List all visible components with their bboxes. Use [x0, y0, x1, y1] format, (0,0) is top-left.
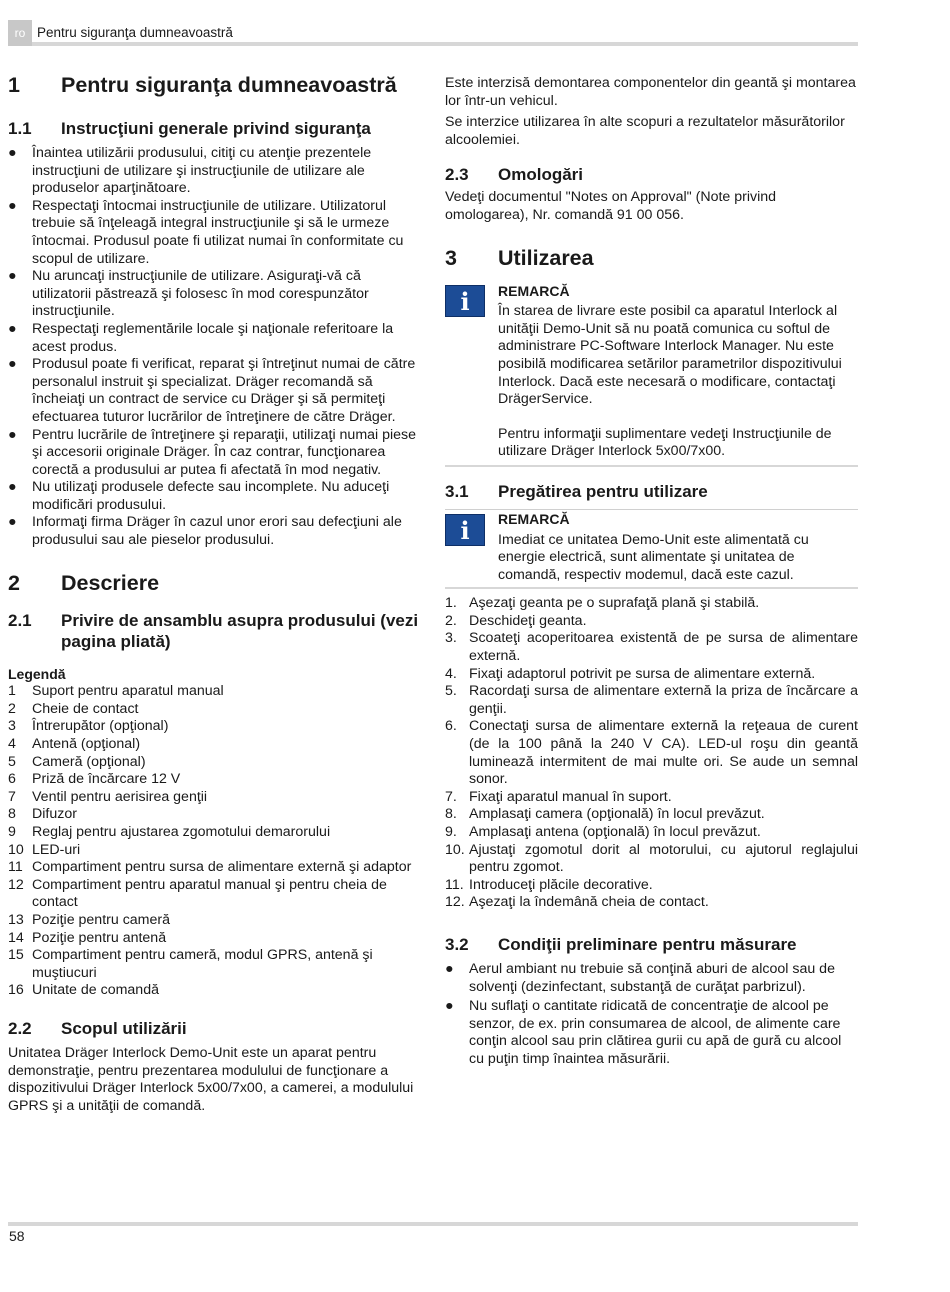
legend-item: 6 Priză de încărcare 12 V — [8, 771, 181, 788]
legend-item: 2 Cheie de contact — [8, 700, 139, 717]
note-text: În starea de livrare este posibil ca aparatul Interlock al unităţii Demo-Unit să nu poată comunica cu softul de administrare PC-Software Interlock Manager. Nu este posibilă modificarea setărilor parametrilor dispozitivului Interlock. Dacă este necesară o modificare, contactaţi DrägerService. — [498, 303, 842, 408]
list-item: 9. Amplasaţi antena (opţională) în locul prevăzut. — [445, 824, 761, 840]
section-2-heading: 2 Descriere — [8, 570, 160, 595]
legend-item: 3 Întrerupător (opţional) — [8, 718, 169, 735]
legend-item: 15 Compartiment pentru cameră, modul GPRS, antenă şi muştiucuri — [8, 947, 373, 981]
header-rule — [32, 42, 858, 46]
list-item: 4. Fixaţi adaptorul potrivit pe sursa de alimentare externă. — [445, 665, 816, 682]
approval-text: Vedeţi documentul "Notes on Approval" (Note privind omologarea), Nr. comandă 91 00 056. — [445, 189, 777, 223]
legend-item: 7 Ventil pentru aerisirea genţii — [8, 788, 208, 805]
legend-item: 16 Unitate de comandă — [8, 982, 159, 999]
list-item: 10. Ajustaţi zgomotul dorit al motorului, cu ajutorul reglajului pentru zgomot. — [445, 841, 858, 876]
prohibition-text-2: Se interzice utilizarea în alte scopuri a rezultatelor măsurătorilor alcoolemiei. — [445, 114, 845, 148]
list-item: ● Respectaţi întocmai instrucţiunile de utilizare. Utilizatorul trebuie să înţeleagă integral instrucţiunile şi să le urmeze întocmai. Produsul poate fi utilizat numai în conformitate cu scopul de utilizare. — [8, 197, 404, 267]
bullet-icon: ● — [8, 426, 17, 443]
section-2-3-heading: 2.3 Omologări — [445, 165, 584, 185]
list-item: 12. Aşezaţi la îndemână cheia de contact. — [445, 894, 709, 911]
bullet-icon: ● — [8, 197, 17, 214]
list-item: 6. Conectaţi sursa de alimentare externă la reţeaua de curent (de la 100 până la 240 V CA). LED-ul roşu din geantă luminează intermitent de mai multe ori. Se aude un semnal sonor. — [445, 718, 858, 788]
note-text: Pentru informaţii suplimentare vedeţi Instrucţiunile de utilizare Dräger Interlock 5x00/7x00. — [498, 425, 832, 460]
legend-item: 4 Antenă (opţional) — [8, 736, 141, 753]
preparation-steps — [445, 595, 858, 912]
info-icon: i — [445, 285, 485, 317]
section-2-1-heading: 2.1 Privire de ansamblu asupra produsului (vezi pagina pliată) — [8, 610, 419, 651]
left-column — [8, 72, 420, 1115]
legend-item: 12 Compartiment pentru aparatul manual şi pentru cheia de contact — [8, 876, 387, 911]
legend-item: 5 Cameră (opţional) — [8, 753, 146, 770]
legend-list — [8, 683, 420, 1000]
note-text: Imediat ce unitatea Demo-Unit este alimentată cu energie electrică, sunt alimentate şi unitatea de comandă, respectiv modemul, dacă este cazul. — [498, 531, 809, 583]
list-item: ● Pentru lucrările de întreţinere şi reparaţii, utilizaţi numai piese şi accesorii originale Dräger. În caz contrar, funcţionarea corectă a produsului ar putea fi afectată în mod negativ. — [8, 426, 417, 478]
safety-instructions-list — [8, 145, 420, 550]
page-number: 58 — [9, 1228, 25, 1244]
legend-item: 8 Difuzor — [8, 806, 77, 823]
list-item: ● Înaintea utilizării produsului, citiţi cu atenţie prezentele instrucţiuni de utilizare şi instrucţiunile de utilizare ale produselor aparţinătoare. — [8, 145, 372, 197]
list-item: ● Nu utilizaţi produsele defecte sau incomplete. Nu aduceţi modificări produsului. — [8, 479, 390, 513]
legend-item: 14 Poziţie pentru antenă — [8, 929, 167, 946]
section-1-1-heading: 1.1 Instrucţiuni generale privind siguranţa — [8, 119, 371, 138]
bullet-icon: ● — [8, 479, 17, 496]
note-label: REMARCĂ — [498, 282, 570, 299]
language-tag: ro — [8, 20, 32, 46]
legend-item: 9 Reglaj pentru ajustarea zgomotului demarorului — [8, 824, 331, 840]
list-item: ● Informaţi firma Dräger în cazul unor erori sau defecţiuni ale produsului sau ale pieselor produsului. — [8, 514, 402, 549]
list-item: ● Aerul ambiant nu trebuie să conţină aburi de alcool sau de solvenţi (dezinfectant, substanţă de curăţat parbrizul). — [445, 960, 835, 995]
list-item: 2. Deschideţi geanta. — [445, 612, 587, 629]
section-2-2-heading: 2.2 Scopul utilizării — [8, 1018, 187, 1038]
legend-item: 1 Suport pentru aparatul manual — [8, 683, 224, 700]
bullet-icon: ● — [445, 998, 454, 1015]
list-item: ● Nu suflaţi o cantitate ridicată de concentraţie de alcool pe senzor, de ex. prin consumarea de alcool, de alimente care conţin alcool sau prin clătirea gurii cu apă de gură cu alcool cu puţin timp înaintea măsurării. — [445, 998, 842, 1067]
list-item: ● Produsul poate fi verificat, reparat şi întreţinut numai de către personalul instruit şi specializat. Dräger recomandă să încheiaţi un contract de service cu Dräger şi să permiteţi efectuarea tuturor lucrărilor de întreţinere de către Dräger. — [8, 356, 416, 425]
note-label: REMARCĂ — [498, 510, 570, 527]
legend-item: 10 LED-uri — [8, 841, 81, 858]
legend-item: 11 Compartiment pentru sursa de alimentare externă şi adaptor — [8, 859, 412, 876]
list-item: 3. Scoateţi acoperitoarea existentă de pe sursa de alimentare externă. — [445, 630, 858, 665]
legend-title: Legendă — [8, 665, 66, 682]
list-item: 8. Amplasaţi camera (opţională) în locul prevăzut. — [445, 806, 765, 823]
header-title: Pentru siguranţa dumneavoastră — [37, 25, 233, 40]
section-3-1-heading: 3.1 Pregătirea pentru utilizare — [445, 481, 708, 501]
list-item: ● Nu aruncaţi instrucţiunile de utilizare. Asiguraţi-vă că utilizatorii păstrează şi folosesc în mod corespunzător instrucţiunile. — [8, 268, 369, 320]
bullet-icon: ● — [8, 145, 17, 161]
section-3-heading: 3 Utilizarea — [445, 245, 594, 270]
bullet-icon: ● — [445, 960, 454, 977]
note-box-delivery — [445, 283, 858, 467]
list-item: 5. Racordaţi sursa de alimentare externă la priza de încărcare a genţii. — [445, 683, 858, 717]
info-icon: i — [445, 514, 485, 546]
note-box-power — [445, 510, 858, 589]
prohibition-text-1: Este interzisă demontarea componentelor din geantă şi montarea lor într-un vehicul. — [445, 75, 856, 109]
list-item: 11. Introduceţi plăcile decorative. — [445, 876, 653, 893]
purpose-text: Unitatea Dräger Interlock Demo-Unit este un aparat pentru demonstraţie, pentru prezentarea modulului de funcţionare a dispozitivului Dräger Interlock 5x00/7x00, a camerei, a modulului GPRS şi a unităţii de comandă. — [8, 1044, 414, 1114]
bullet-icon: ● — [8, 320, 17, 337]
bullet-icon: ● — [8, 268, 17, 285]
measurement-conditions-list — [445, 961, 858, 1069]
page-header — [8, 20, 858, 46]
bullet-icon: ● — [8, 514, 17, 531]
section-1-heading: 1 Pentru siguranţa dumneavoastră — [8, 73, 397, 97]
bullet-icon: ● — [8, 356, 17, 373]
legend-item: 13 Poziţie pentru cameră — [8, 911, 171, 928]
list-item: ● Respectaţi reglementările locale şi naţionale referitoare la acest produs. — [8, 320, 394, 355]
right-column — [445, 75, 858, 1069]
list-item: 7. Fixaţi aparatul manual în suport. — [445, 788, 672, 805]
list-item: 1. Aşezaţi geanta pe o suprafaţă plană şi stabilă. — [445, 595, 760, 612]
footer-rule — [8, 1222, 858, 1226]
section-3-2-heading: 3.2 Condiţii preliminare pentru măsurare — [445, 934, 797, 954]
